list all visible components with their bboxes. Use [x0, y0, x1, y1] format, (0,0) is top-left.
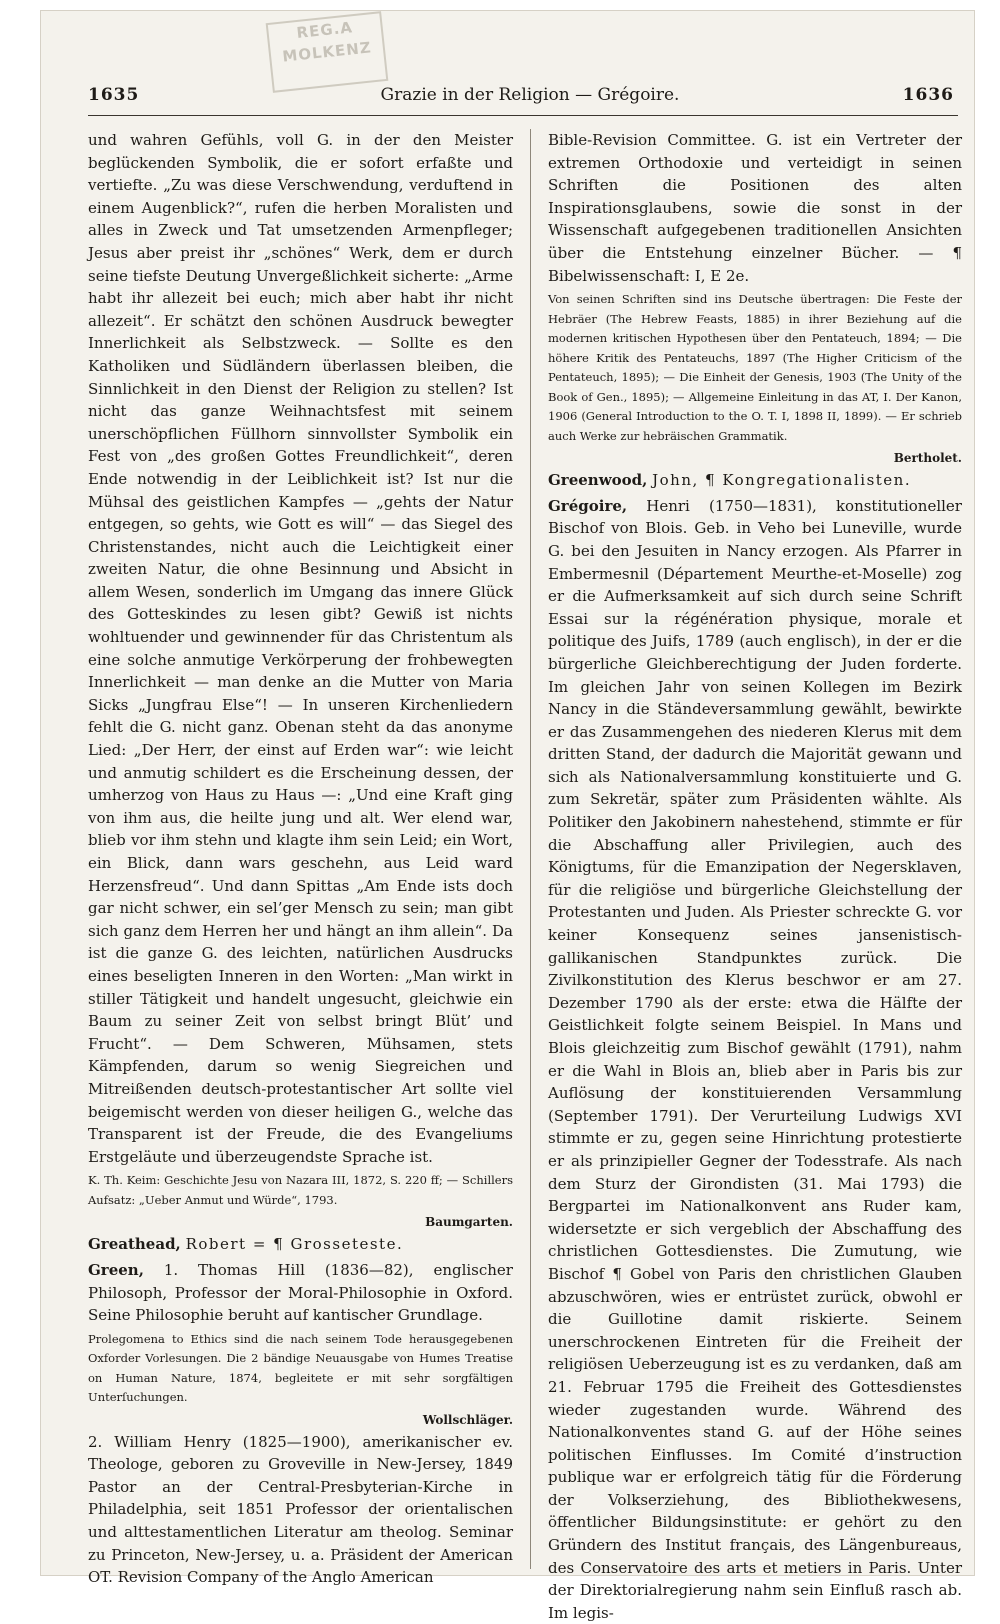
header-rule	[88, 115, 958, 116]
running-header	[88, 81, 972, 115]
column-divider	[530, 129, 531, 1569]
grazie-literature: K. Th. Keim: Geschichte Jesu von Nazara III, 1872, S. 220 ff; — Schillers Aufsatz: „Ueber Anmut und Würde“, 1793.	[88, 1173, 513, 1207]
entry-greathead	[88, 1233, 513, 1256]
entry-green-2-text: 2. William Henry (1825—1900), amerikanischer ev. Theologe, geboren zu Groveville in New-Jersey, 1849 Pastor an der Central-Presbyterian-Kirche in Philadelphia, seit 1851 Professor der orientalischen und alttestamentlichen Literatur am theolog. Seminar zu Princeton, New-Jersey, u. a. Präsident der American OT. Revision Company of the Anglo American	[88, 1432, 513, 1587]
stamp-line-1: REG.A	[295, 18, 354, 43]
entry-green-1	[88, 1259, 513, 1327]
page-number-left: 1635	[88, 85, 140, 105]
green-2-continuation-text: Bible-Revision Committee. G. ist ein Vertreter der extremen Orthodoxie und verteidigt in seinen Schriften die Positionen des alten Inspirationsglaubens, sowie die sonst in der Wissenschaft aufgegebenen traditionellen Ansichten über die Entstehung einzelner Bücher. — ¶ Bibelwissenschaft: I, E 2e.	[548, 131, 962, 285]
stamp-line-2: MOLKENZ	[281, 38, 373, 66]
right-column	[548, 129, 962, 1622]
entry-greenwood-heading: Greenwood,	[548, 471, 648, 490]
entry-greenwood-text: John, ¶ Kongregationalisten.	[652, 471, 912, 490]
entry-gregoire	[548, 495, 962, 1624]
green-1-literature: Prolegomena to Ethics sind die nach seinem Tode herausgegebenen Oxforder Vorlesungen. Die 2 bändige Neuausgabe von Humes Treatise on Human Nature, 1874, begleitete er mit sehr sorgfältigen Unterſuchungen.	[88, 1331, 513, 1405]
entry-greathead-text: Robert = ¶ Grosseteste.	[185, 1235, 404, 1254]
green-2-author: Bertholet.	[893, 451, 962, 466]
entry-green-1-text: 1. Thomas Hill (1836—82), englischer Philosoph, Professor der Moral-Philosophie in Oxford. Seine Philosophie beruht auf kantischer Grundlage.	[88, 1260, 513, 1325]
green-2-literature: Von seinen Schriften sind ins Deutsche übertragen: Die Feste der Hebräer (The Hebrew Feasts, 1885) in ihrer Beziehung auf die modernen kritischen Hypothesen über den Pentateuch, 1894; — Die höhere Kritik des Pentateuchs, 1897 (The Higher Criticism of the Pentateuch, 1895); — Die Einheit der Genesis, 1903 (The Unity of the Book of Gen., 1895); — Allgemeine Einleitung in das AT, I. Der Kanon, 1906 (General Introduction to the O. T. I, 1898 II, 1899). — Er schrieb auch Werke zur hebräischen Grammatik.	[548, 292, 962, 443]
entry-greenwood	[548, 469, 962, 492]
entry-gregoire-text: Henri (1750—1831), konstitutioneller Bischof von Blois. Geb. in Veho bei Luneville, wurde G. bei den Jesuiten in Nancy erzogen. Als Pfarrer in Embermesnil (Département Meurthe-et-Moselle) zog er die Aufmerksamkeit auf sich durch seine Schrift Essai sur la régénération physique, morale et politique des Juifs, 1789 (auch englisch), in der er die bürgerliche Gleichberechtigung der Juden forderte. Im gleichen Jahr von seinen Kollegen im Bezirk Nancy in die Ständeversammlung gewählt, bewirkte er das Zusammengehen des niederen Klerus mit dem dritten Stand, der dadurch die Majorität gewann und sich als Nationalversammlung konstituierte und G. zum Sekretär, später zum Präsidenten wählte. Als Politiker den Jakobinern nahestehend, stimmte er für die Abschaffung aller Privilegien, auch des Königtums, für die Emanzipation der Negersklaven, für die religiöse und bürgerliche Gleichstellung der Protestanten und Juden. Als Priester schreckte G. vor keiner Konsequenz seines jansenistisch-gallikanischen Standpunktes zurück. Die Zivilkonstitution des Klerus beschwor er am 27. Dezember 1790 als der erste: etwa die Hälfte der Geistlichkeit folgte seinem Beispiel. In Mans und Blois gleichzeitig zum Bischof gewählt (1791), nahm er die Wahl in Blois an, blieb aber in Paris bis zur Auflösung der konstituierenden Versammlung (September 1791). Der Verurteilung Ludwigs XVI stimmte er zu, gegen seine Hinrichtung protestierte er als prinzipieller Gegner der Todesstrafe. Als nach dem Sturz der Girondisten (31. Mai 1793) die Bergpartei im Nationalkonvent ans Ruder kam, widersetzte er sich vergeblich der Abschaffung des christlichen Gottesdienstes. Die Zumutung, wie Bischof ¶ Gobel von Paris den christlichen Glauben abzuschwören, wies er entrüstet zurück, obwohl er die Guillotine damit riskierte. Seinem unerschrockenen Eintreten für die Freiheit der religiösen Ueberzeugung ist es zu verdanken, daß am 21. Februar 1795 die Freiheit des Gottesdienstes wieder zugestanden wurde. Während des Nationalkonventes stand G. auf der Höhe seines politischen Einflusses. Im Comité d’instruction publique war er erfolgreich tätig für die Förderung der Volkserziehung, des Bibliothekwesens, öffentlicher Bildungsinstitute: er gehört zu den Gründern des Institut français, des Längenbureaus, des Conservatoire des arts et metiers in Paris. Unter der Direktorialregierung nahm sein Einfluß rasch ab. Im legis-	[548, 496, 962, 1622]
entry-green-heading: Green,	[88, 1260, 144, 1279]
running-title: Grazie in der Religion — Grégoire.	[380, 85, 680, 105]
page-number-right: 1636	[902, 85, 954, 105]
grazie-author: Baumgarten.	[425, 1215, 513, 1230]
entry-greathead-heading: Greathead,	[88, 1235, 181, 1254]
entry-gregoire-heading: Grégoire,	[548, 496, 628, 515]
grazie-continuation-text: und wahren Gefühls, voll G. in der den Meister beglückenden Symbolik, die er sofort erfaßte und vertiefte. „Zu was diese Verschwendung, verduftend in einem Augenblick?“, rufen die herben Moralisten und alles in Zweck und Tat umsetzenden Armenpfleger; Jesus aber preist ihr „schönes“ Werk, dem er durch seine tiefste Deutung Unvergeßlichkeit sicherte: „Arme habt ihr allezeit bei euch; mich aber habt ihr nicht allezeit“. Er schätzt den schönen Ausdruck bewegter Innerlichkeit als Selbstzweck. — Sollte es den Katholiken und Südländern überlassen bleiben, die Sinnlichkeit in den Dienst der Religion zu stellen? Ist nicht das ganze Weihnachtsfest mit seinem unerschöpflichen Füllhorn sinnvollster Symbolik ein Fest von „des großen Gottes Freundlichkeit“, deren Ende notwendig in der Leiblichkeit ist? Ist nur die Mühsal des geistlichen Kampfes — „gehts der Natur entgegen, so gehts, wie Gott es will“ — das Siegel des Christenstandes, nicht auch die Leichtigkeit einer zweiten Natur, die ohne Besinnung und Absicht in allem Wesen, sonderlich im Umgang das innere Glück des Gotteskindes zu lesen gibt? Gewiß ist nichts wohltuender und gewinnender für das Christentum als eine solche anmutige Verkörperung der frohbewegten Innerlichkeit — man denke an die Mutter von Maria Sicks „Jungfrau Else“! — In unseren Kirchenliedern fehlt die G. nicht ganz. Obenan steht da das anonyme Lied: „Der Herr, der einst auf Erden war“: wie leicht und anmutig schildert es die Erscheinung dessen, der umherzog von Haus zu Haus —: „Und eine Kraft ging von ihm aus, die heilte jung und alt. Wer elend war, blieb vor ihm stehn und klagte ihm sein Leid; ein Wort, ein Blick, dann wars geschehn, aus Leid ward Herzensfreud“. Und dann Spittas „Am Ende ists doch gar nicht schwer, ein sel’ger Mensch zu sein; man gibt sich ganz dem Herren her und hängt an ihm allein“. Da ist die ganze G. des leichten, natürlichen Ausdrucks eines beseligten Inneren in den Worten: „Man wirkt in stiller Tätigkeit und handelt ungesucht, gleichwie ein Baum zu seiner Zeit von selbst bringt Blüt’ und Frucht“. — Dem Schweren, Mühsamen, stets Kämpfenden, darum so wenig Siegreichen und Mitreißenden deutsch-protestantischer Art sollte viel beigemischt werden von dieser heiligen G., welche das Transparent ist der Freude, die des Evangeliums Erstgeläute und überzeugendste Sprache ist.	[88, 131, 513, 1166]
book-page	[40, 10, 975, 1622]
green-1-author: Wollschläger.	[422, 1412, 513, 1427]
left-column	[88, 129, 513, 1587]
